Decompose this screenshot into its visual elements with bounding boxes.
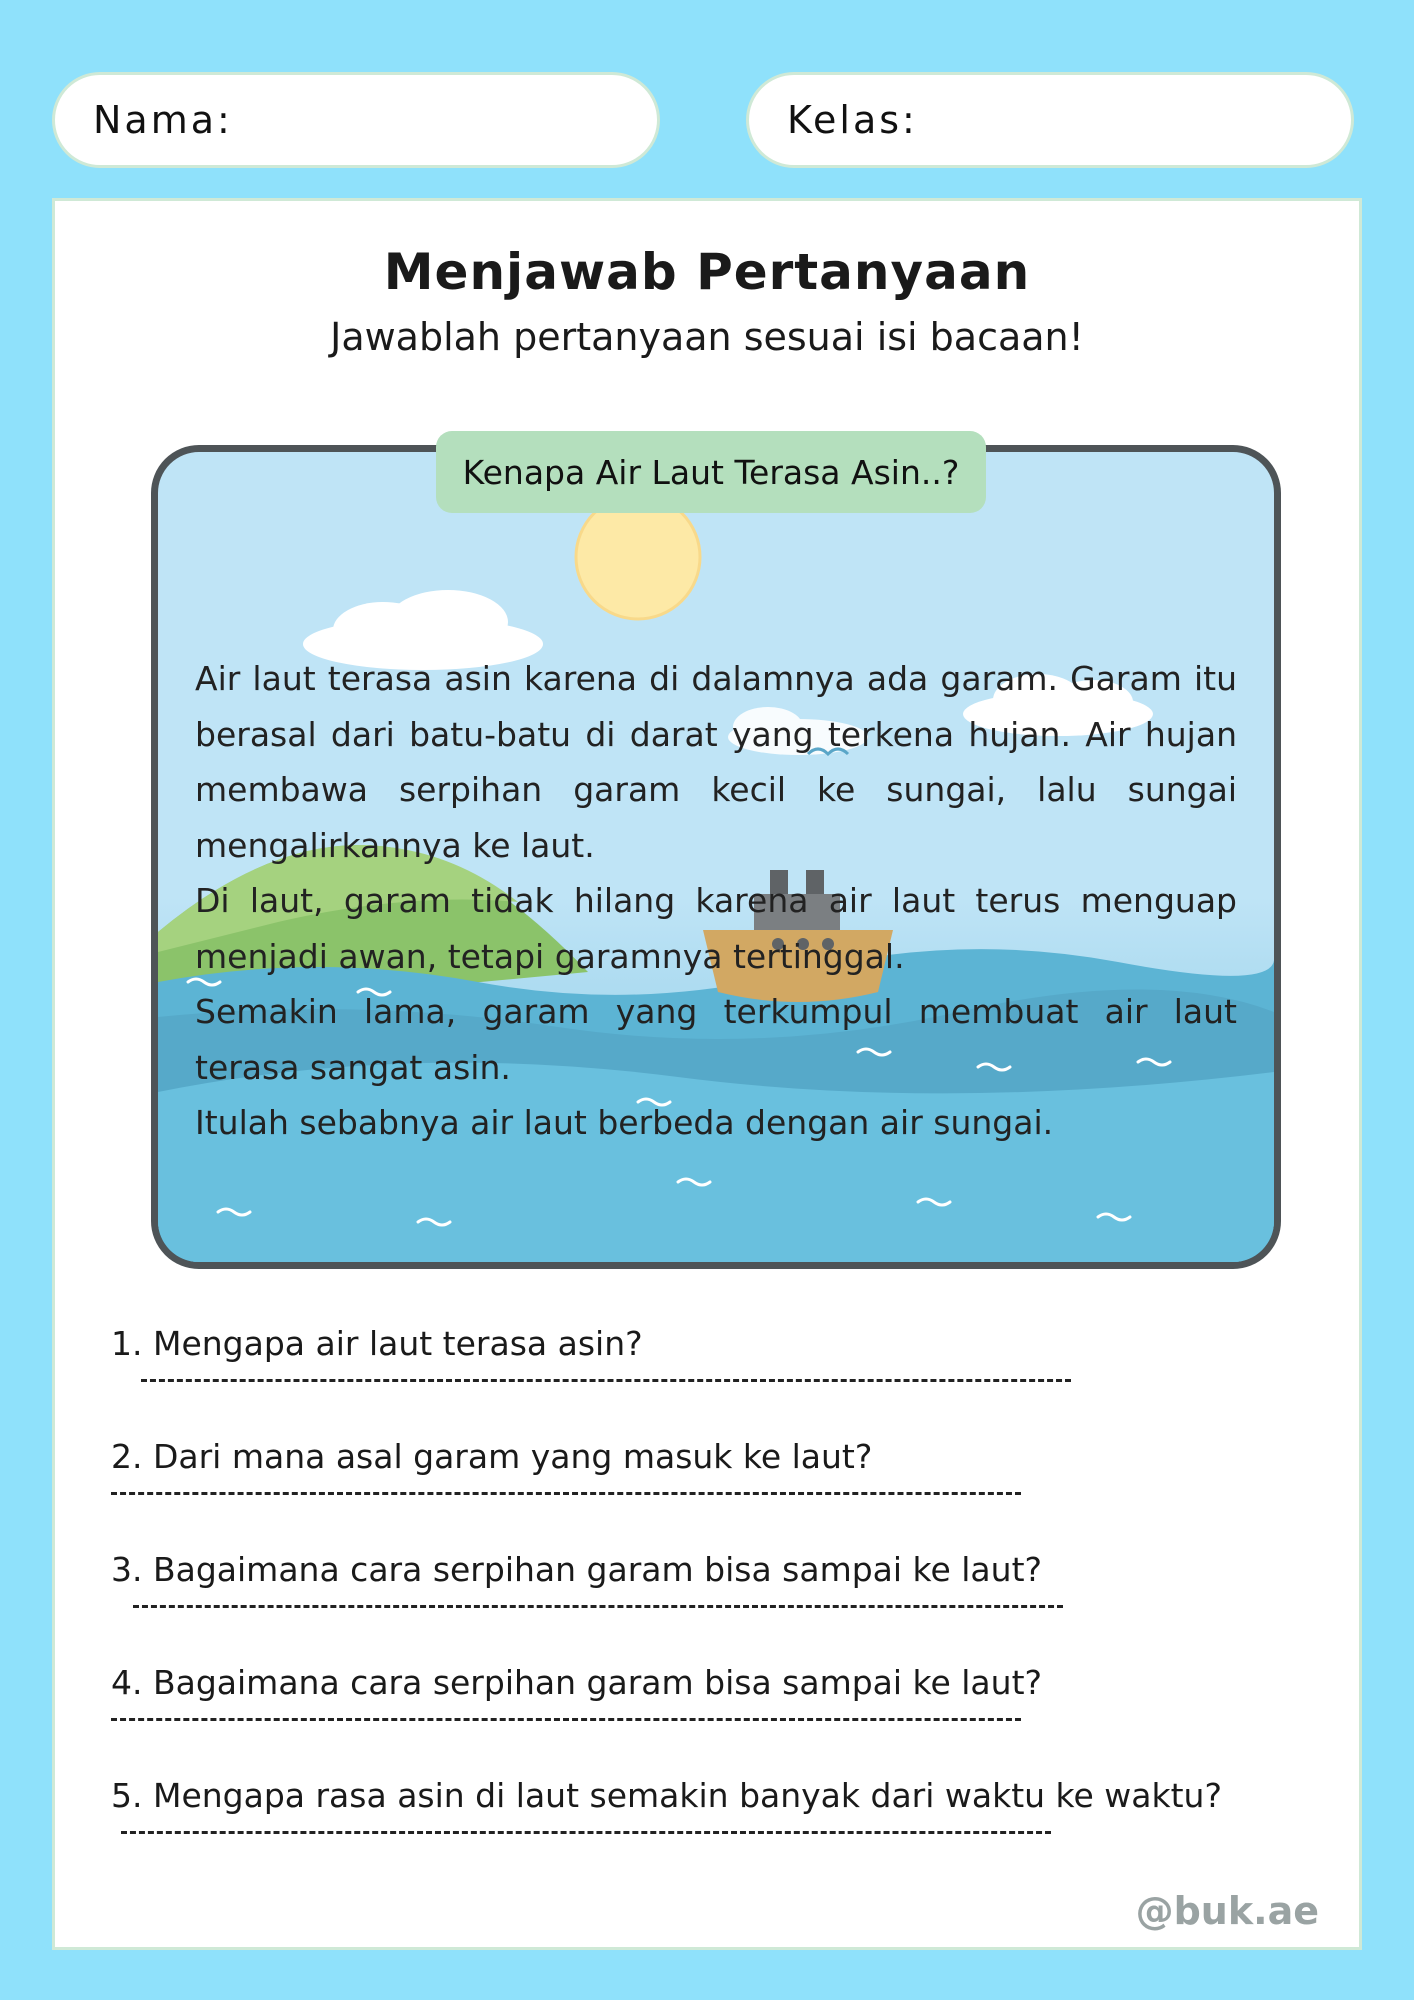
question-item <box>111 1547 1311 1660</box>
passage-paragraph: Air laut terasa asin karena di dalamnya ada garam. Garam itu berasal dari batu-batu di darat yang terkena hujan. Air hujan membawa serpihan garam kecil ke sungai, lalu sungai mengalirkannya ke laut. <box>195 659 1237 865</box>
passage-paragraph: Semakin lama, garam yang terkumpul membuat air laut terasa sangat asin. <box>195 992 1237 1087</box>
name-label: Nama: <box>93 98 233 142</box>
sun-icon <box>576 495 700 619</box>
worksheet-title: Menjawab Pertanyaan <box>383 243 1031 301</box>
question-list <box>111 1321 1311 1886</box>
name-field[interactable] <box>52 72 660 168</box>
reading-passage <box>195 651 1237 1151</box>
question-text: 2. Dari mana asal garam yang masuk ke laut? <box>111 1437 873 1476</box>
story-title: Kenapa Air Laut Terasa Asin..? <box>436 431 986 513</box>
question-text: 3. Bagaimana cara serpihan garam bisa sampai ke laut? <box>111 1550 1043 1589</box>
question-item <box>111 1773 1311 1886</box>
worksheet <box>52 198 1362 1950</box>
question-item <box>111 1321 1311 1434</box>
question-text: 4. Bagaimana cara serpihan garam bisa sampai ke laut? <box>111 1663 1043 1702</box>
passage-paragraph: Di laut, garam tidak hilang karena air laut terus menguap menjadi awan, tetapi garamnya tertinggal. <box>195 881 1237 976</box>
answer-line[interactable] <box>133 1605 1063 1608</box>
answer-line[interactable] <box>121 1831 1051 1834</box>
passage-paragraph: Itulah sebabnya air laut berbeda dengan air sungai. <box>195 1103 1054 1142</box>
answer-line[interactable] <box>111 1492 1021 1495</box>
worksheet-subtitle: Jawablah pertanyaan sesuai isi bacaan! <box>330 315 1084 359</box>
answer-line[interactable] <box>111 1718 1021 1721</box>
watermark: @buk.ae <box>1135 1889 1319 1933</box>
answer-line[interactable] <box>141 1379 1071 1382</box>
question-text: 1. Mengapa air laut terasa asin? <box>111 1324 643 1363</box>
question-item <box>111 1434 1311 1547</box>
question-item <box>111 1660 1311 1773</box>
question-text: 5. Mengapa rasa asin di laut semakin banyak dari waktu ke waktu? <box>111 1776 1222 1815</box>
class-field[interactable] <box>746 72 1354 168</box>
class-label: Kelas: <box>787 98 918 142</box>
